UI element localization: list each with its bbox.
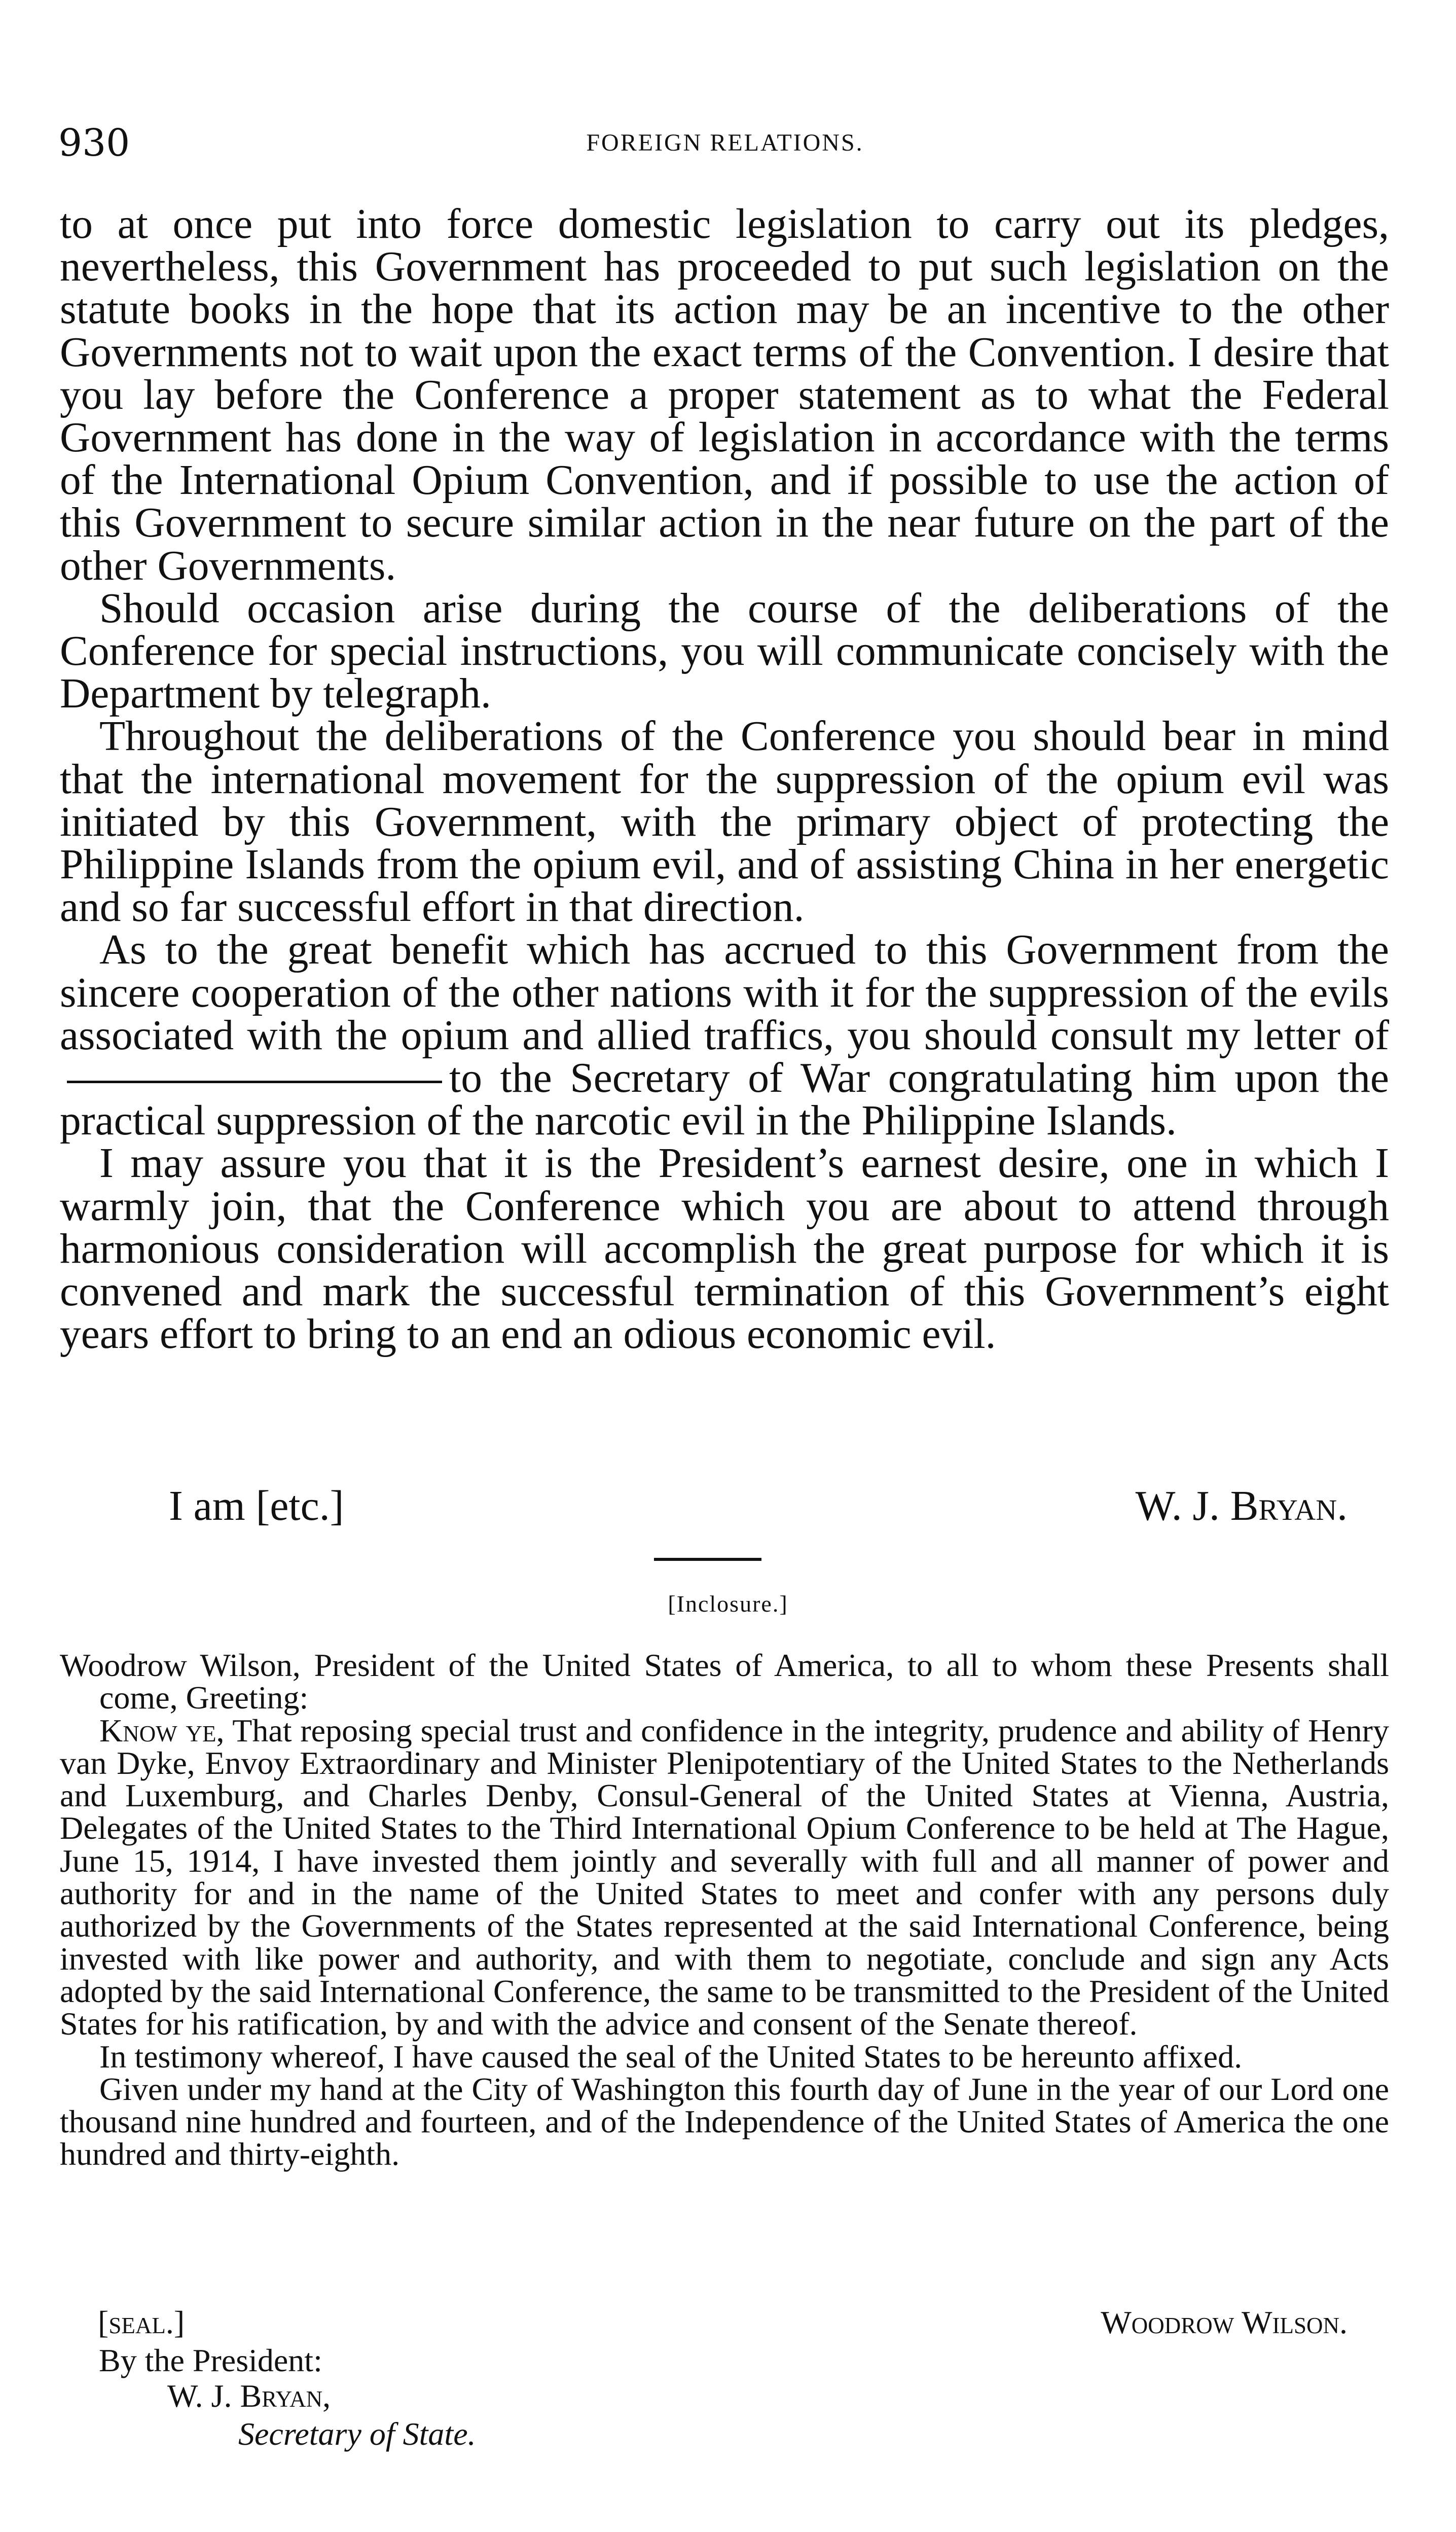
by-the-president: By the President:: [99, 2342, 322, 2378]
blank-date-line: [67, 1081, 442, 1083]
page-number: 930: [58, 121, 130, 165]
letter-closing: [60, 1483, 1348, 1529]
letter-body: [60, 203, 1389, 1356]
letter-paragraph: Throughout the deliberations of the Conference you should bear in mind that the international movement for the suppression of the opium evil was initiated by this Government, with the primary object of protecting the Philippine Islands from the opium evil, and of assisting China in her energetic and so far successful effort in that direction.: [60, 713, 1389, 931]
know-ye: Know ye,: [99, 1712, 225, 1749]
seal-marker: [seal.]: [98, 2304, 185, 2340]
secretary-title: Secretary of State.: [238, 2416, 476, 2452]
inclosure-main-paragraph: [60, 1712, 1389, 2042]
inclosure-main-text: That reposing special trust and confidence in the integrity, prudence and ability of Henry van Dyke, Envoy Extraordinary and Minister Plenipotentiary of the United States to the Netherlands and Luxemburg, and Charles Denby, Consul-General of the United States at Vienna, Austria, Delegates of the United States to the Third International Opium Conference to be held at The Hague, June 15, 1914, I have invested them jointly and severally with full and all manner of power and authority for and in the name of the United States to meet and confer with any persons duly authorized by the Governments of the States represented at the said International Conference, being invested with like power and authority, and with them to negotiate, conclude and sign any Acts adopted by the said International Conference, the same to be transmitted to the President of the United States for his ratification, by and with the advice and consent of the Senate thereof.: [60, 1712, 1389, 2042]
secretary-signature: W. J. Bryan,: [167, 2378, 331, 2414]
letter-paragraph: Should occasion arise during the course of the deliberations of the Conference for special instructions, you will communicate concisely with the Department by telegraph.: [60, 585, 1389, 718]
president-signature: Woodrow Wilson.: [1101, 2304, 1348, 2340]
letter-paragraph-benefit: [60, 926, 1389, 1145]
benefit-text-after: to the Secretary of War congratulating him upon the practical suppression of the narcotic evil in the Philippine Islands.: [60, 1055, 1389, 1145]
running-head: FOREIGN RELATIONS.: [586, 129, 864, 156]
inclosure-body: [60, 1649, 1389, 2171]
inclosure-salutation: Woodrow Wilson, President of the United States of America, to all to whom these Presents shall come, Greeting:: [60, 1647, 1389, 1716]
section-divider: [654, 1558, 761, 1561]
given-paragraph: Given under my hand at the City of Washington this fourth day of June in the year of our Lord one thousand nine hundred and fourteen, and of the Independence of the United States of America the one hundred and thirty-eighth.: [60, 2071, 1389, 2172]
testimony-paragraph: In testimony whereof, I have caused the seal of the United States to be hereunto affixed.: [99, 2038, 1243, 2075]
letter-paragraph: to at once put into force domestic legislation to carry out its pledges, nevertheless, this Government has proceeded to put such legislation on the statute books in the hope that its action may be an incentive to the other Governments not to wait upon the exact terms of the Convention. I desire that you lay before the Conference a proper statement as to what the Federal Government has done in the way of legislation in accordance with the terms of the International Opium Convention, and if possible to use the action of this Government to secure similar action in the near future on the part of the other Governments.: [60, 201, 1389, 589]
letter-paragraph: I may assure you that it is the President’s earnest desire, one in which I warmly join, that the Conference which you are about to attend through harmonious consideration will accomplish the great purpose for which it is convened and mark the successful termination of this Government’s eight years effort to bring to an end an odious economic evil.: [60, 1140, 1389, 1358]
closing-phrase: I am [etc.]: [169, 1483, 344, 1529]
benefit-text-before: As to the great benefit which has accrued to this Government from the sincere cooperation of the other nations with it for the suppression of the evils associated with the opium and allied traffics, you should consult my letter of: [60, 926, 1389, 1059]
signature: W. J. Bryan.: [1135, 1483, 1348, 1529]
seal-line: [60, 2305, 1348, 2340]
page-header: [58, 118, 1392, 168]
inclosure-label: [Inclosure.]: [668, 1591, 788, 1617]
